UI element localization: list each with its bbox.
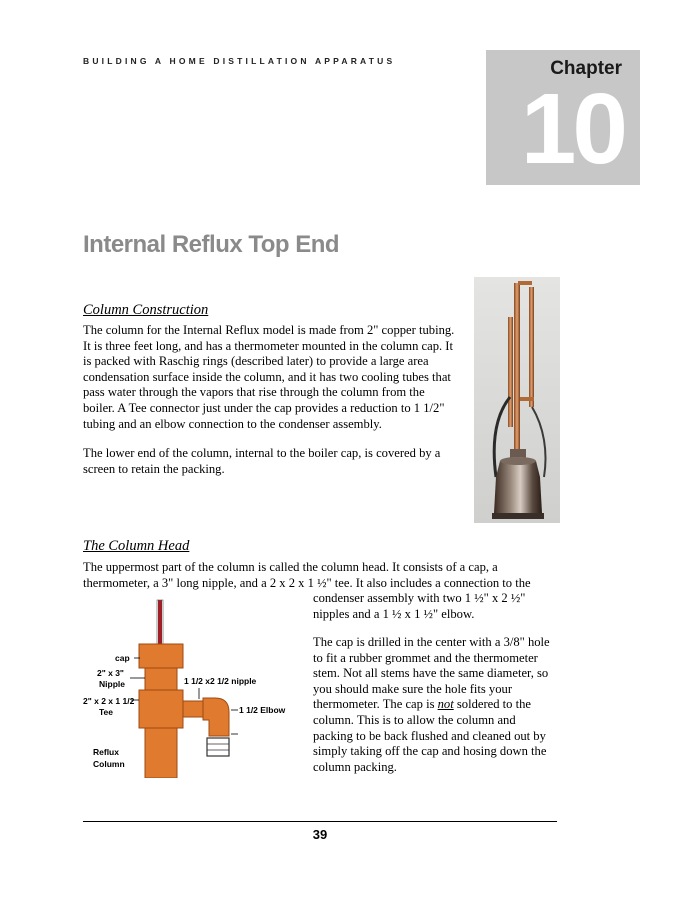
column-head-diagram	[83, 598, 303, 778]
column-head-intro	[83, 560, 531, 591]
text-line: The lower end of the column, internal to the boiler cap, is covered by a	[83, 446, 441, 460]
side-nipple-shape	[183, 701, 205, 717]
nipple-shape	[145, 668, 177, 690]
text-fragment: soldered to the	[453, 697, 532, 712]
page-number: 39	[312, 827, 328, 842]
diagram-label-nipple: Nipple	[99, 679, 125, 689]
chapter-number: 10	[520, 73, 624, 185]
text-line: The column for the Internal Reflux model is made from 2" copper tubing.	[83, 323, 455, 337]
text-line: It is three feet long, and has a thermometer mounted in the column cap. It	[83, 338, 453, 353]
elbow-shape	[203, 698, 229, 736]
text-line: is packed with Raschig rings (described later) to provide a large area	[83, 354, 429, 369]
text-line: column. This is to allow the column and	[313, 712, 516, 727]
text-fragment: thermometer. The cap is	[313, 697, 438, 712]
diagram-label-side-nipple: 1 1/2 x2 1/2 nipple	[184, 676, 257, 686]
column-head-diagram-svg	[83, 598, 303, 778]
diagram-label-nipple-size: 2" x 3"	[97, 668, 124, 678]
running-header: BUILDING A HOME DISTILLATION APPARATUS	[83, 56, 396, 66]
text-line: The cap is drilled in the center with a 3/8" hole	[313, 635, 550, 649]
text-line: screen to retain the packing.	[83, 461, 225, 476]
diagram-label-column: Column	[93, 759, 125, 769]
section-heading-column-construction: Column Construction	[83, 302, 209, 318]
emphasis-not: not	[437, 697, 454, 712]
text-line	[313, 697, 550, 713]
text-line: column packing.	[313, 759, 397, 774]
diagram-label-elbow: 1 1/2 Elbow	[239, 705, 286, 715]
column-head-cap-paragraph	[313, 635, 550, 775]
text-line: you should make sure the hole fits your	[313, 681, 513, 696]
section-heading-column-head: The Column Head	[83, 538, 190, 554]
footer-rule	[83, 821, 557, 822]
cap-shape	[139, 644, 183, 668]
page-title: Internal Reflux Top End	[83, 231, 340, 258]
column-head-continued	[313, 591, 525, 622]
text-line: pass water through the vapors that rise through the column from the	[83, 385, 425, 400]
text-line: thermometer, a 3" long nipple, and a 2 x 2 x 1 ½" tee. It also includes a connection to the	[83, 575, 531, 590]
text-line: packing to be back flushed and cleaned out by	[313, 728, 546, 743]
text-line: condenser assembly with two 1 ½" x 2 ½"	[313, 591, 526, 605]
text-line: tubing and an elbow connection to the condenser assembly.	[83, 416, 382, 431]
text-line: boiler. A Tee connector just under the cap provides a reduction to 1 1/2"	[83, 400, 445, 415]
column-construction-paragraph-2	[83, 446, 440, 477]
still-photo	[474, 277, 560, 523]
text-line: stem. Not all stems have the same diameter, so	[313, 666, 549, 681]
still-illustration	[474, 277, 560, 523]
column-construction-paragraph-1	[83, 323, 454, 432]
text-line: condensation surface inside the column, and it has two cooling tubes that	[83, 369, 451, 384]
diagram-label-tee: Tee	[99, 707, 114, 717]
coupling-shape	[207, 738, 229, 756]
text-line: nipples and a 1 ½ x 1 ½" elbow.	[313, 606, 475, 621]
text-line: The uppermost part of the column is called the column head. It consists of a cap, a	[83, 560, 498, 574]
text-line: simply taking off the cap and hosing down the	[313, 744, 547, 759]
diagram-label-tee-size: 2" x 2 x 1 1/2	[83, 696, 135, 706]
diagram-label-reflux: Reflux	[93, 747, 119, 757]
reflux-column-shape	[145, 728, 177, 778]
diagram-label-cap: cap	[115, 653, 130, 663]
thermometer-icon	[158, 600, 162, 644]
text-line: to fit a rubber grommet and the thermometer	[313, 650, 538, 665]
chapter-label: Chapter	[550, 58, 622, 79]
tee-shape	[139, 690, 183, 728]
chapter-box	[486, 50, 640, 185]
